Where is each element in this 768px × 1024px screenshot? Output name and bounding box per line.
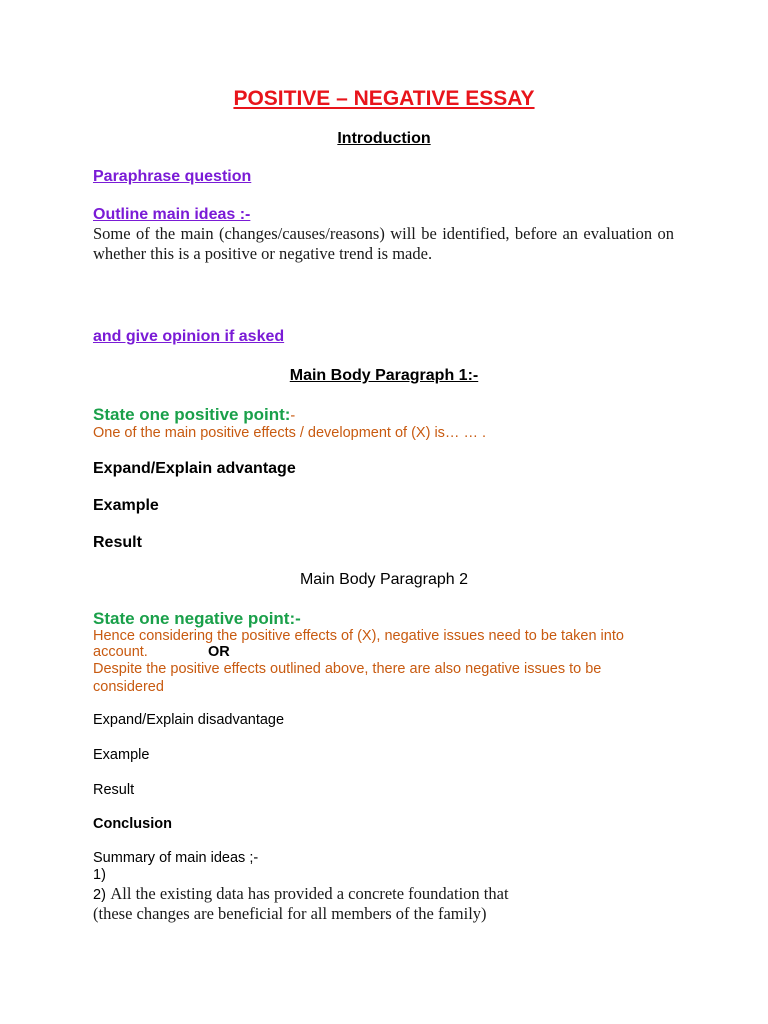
expand-disadvantage: Expand/Explain disadvantage <box>93 712 285 728</box>
body-paragraph-1-heading: Main Body Paragraph 1:- <box>289 367 479 384</box>
result-1: Result <box>93 534 142 551</box>
outline-text: Some of the main (changes/causes/reasons) will be identified, before an evaluation on whether this is a positive or negative trend is made. <box>93 224 674 263</box>
negative-point-line-3: Despite the positive effects outlined above, there are also negative issues to be <box>93 661 602 677</box>
body-paragraph-2-heading: Main Body Paragraph 2 <box>299 571 469 588</box>
paraphrase-question-label: Paraphrase question <box>93 168 252 185</box>
result-2: Result <box>93 782 135 798</box>
give-opinion-label: and give opinion if asked <box>93 328 285 345</box>
summary-item-2 <box>93 884 509 904</box>
page-title: POSITIVE – NEGATIVE ESSAY <box>233 87 535 110</box>
summary-label: Summary of main ideas ;- <box>93 850 259 866</box>
outline-main-ideas-label: Outline main ideas :- <box>93 206 251 223</box>
example-1: Example <box>93 497 159 514</box>
conclusion-heading: Conclusion <box>93 816 172 832</box>
positive-point-text: One of the main positive effects / development of (X) is… … . <box>93 425 487 441</box>
summary-item-2-number: 2) <box>93 887 106 903</box>
expand-advantage: Expand/Explain advantage <box>93 460 296 477</box>
or-label: OR <box>208 644 230 660</box>
example-2: Example <box>93 747 150 763</box>
positive-point-label: State one positive point: <box>93 405 291 424</box>
negative-point-line-2: account. <box>93 644 148 660</box>
negative-point-line-4: considered <box>93 679 164 695</box>
negative-point-label: State one negative point:- <box>93 609 301 628</box>
introduction-heading: Introduction <box>337 130 431 147</box>
negative-point-line-1: Hence considering the positive effects of (X), negative issues need to be taken into <box>93 628 624 644</box>
summary-item-1: 1) <box>93 867 106 883</box>
summary-item-2-text: All the existing data has provided a concrete foundation that <box>110 884 509 903</box>
summary-item-2-continuation: (these changes are beneficial for all members of the family) <box>93 904 487 923</box>
positive-point-suffix: - <box>290 408 296 424</box>
positive-point-line <box>93 405 295 425</box>
